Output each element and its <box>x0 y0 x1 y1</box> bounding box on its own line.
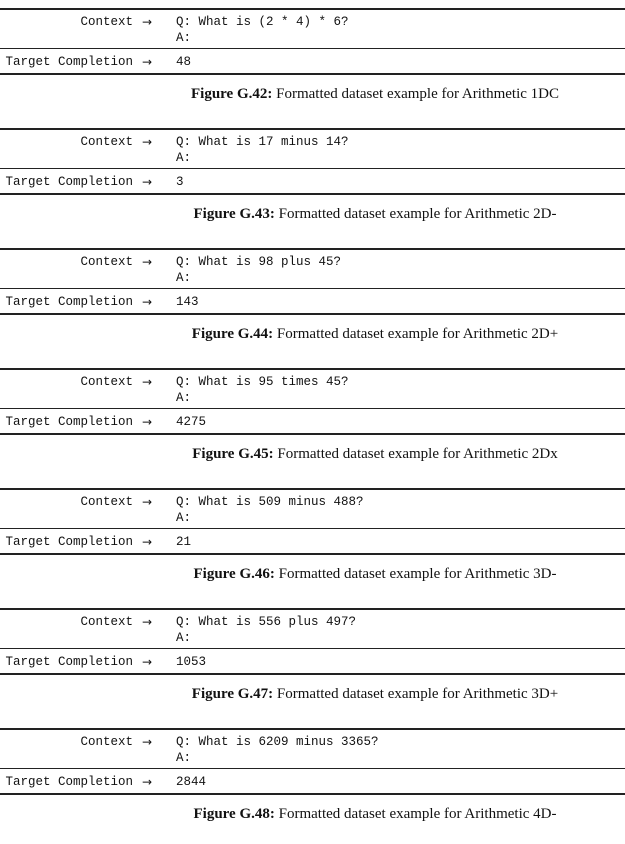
dataset-example-g43 <box>0 128 625 230</box>
target-completion-value: 2844 <box>176 775 207 789</box>
caption-text: Formatted dataset example for Arithmetic 2D- <box>278 206 557 222</box>
answer-prompt: A: <box>176 751 192 765</box>
table-bottom-rule <box>0 313 625 315</box>
figure-label: Figure G.42: <box>191 86 273 102</box>
context-label: Context <box>80 375 133 389</box>
table-mid-rule <box>0 528 625 529</box>
dataset-example-g47 <box>0 608 625 710</box>
table-mid-rule <box>0 48 625 49</box>
table-top-rule <box>0 8 625 10</box>
target-completion-label: Target Completion <box>5 415 133 429</box>
table-top-rule <box>0 488 625 490</box>
table-bottom-rule <box>0 433 625 435</box>
dataset-example-g45 <box>0 368 625 470</box>
dataset-example-g46 <box>0 488 625 590</box>
target-completion-label: Target Completion <box>5 655 133 669</box>
question-text: Q: What is 6209 minus 3365? <box>176 735 379 749</box>
table-bottom-rule <box>0 553 625 555</box>
figure-label: Figure G.44: <box>191 326 274 342</box>
right-arrow-icon: → <box>141 495 153 509</box>
figure-caption <box>0 445 625 463</box>
target-completion-label: Target Completion <box>5 775 133 789</box>
question-text: Q: What is (2 * 4) * 6? <box>176 15 349 29</box>
table-bottom-rule <box>0 793 625 795</box>
right-arrow-icon: → <box>141 175 153 189</box>
right-arrow-icon: → <box>141 135 153 149</box>
answer-prompt: A: <box>176 151 192 165</box>
context-label: Context <box>80 135 133 149</box>
table-mid-rule <box>0 168 625 169</box>
right-arrow-icon: → <box>141 655 153 669</box>
caption-text: Formatted dataset example for Arithmetic 4D- <box>278 806 557 822</box>
figure-caption <box>0 205 625 223</box>
table-top-rule <box>0 608 625 610</box>
right-arrow-icon: → <box>141 615 153 629</box>
context-label: Context <box>80 255 133 269</box>
target-completion-label: Target Completion <box>5 175 133 189</box>
right-arrow-icon: → <box>141 415 153 429</box>
figure-label: Figure G.43: <box>193 206 275 222</box>
answer-prompt: A: <box>176 271 192 285</box>
question-text: Q: What is 556 plus 497? <box>176 615 357 629</box>
table-mid-rule <box>0 648 625 649</box>
table-top-rule <box>0 728 625 730</box>
answer-prompt: A: <box>176 631 192 645</box>
question-text: Q: What is 509 minus 488? <box>176 495 364 509</box>
right-arrow-icon: → <box>141 15 153 29</box>
answer-prompt: A: <box>176 511 192 525</box>
table-bottom-rule <box>0 73 625 75</box>
context-label: Context <box>80 735 133 749</box>
question-text: Q: What is 98 plus 45? <box>176 255 342 269</box>
target-completion-value: 48 <box>176 55 192 69</box>
target-completion-value: 1053 <box>176 655 207 669</box>
figure-caption <box>0 805 625 823</box>
right-arrow-icon: → <box>141 295 153 309</box>
right-arrow-icon: → <box>141 55 153 69</box>
caption-text: Formatted dataset example for Arithmetic 2D+ <box>276 326 559 342</box>
figure-label: Figure G.45: <box>192 446 274 462</box>
table-mid-rule <box>0 408 625 409</box>
figure-label: Figure G.48: <box>193 806 275 822</box>
target-completion-label: Target Completion <box>5 535 133 549</box>
question-text: Q: What is 17 minus 14? <box>176 135 349 149</box>
table-mid-rule <box>0 288 625 289</box>
question-text: Q: What is 95 times 45? <box>176 375 349 389</box>
target-completion-value: 4275 <box>176 415 207 429</box>
caption-text: Formatted dataset example for Arithmetic 2Dx <box>277 446 558 462</box>
right-arrow-icon: → <box>141 375 153 389</box>
context-label: Context <box>80 15 133 29</box>
table-bottom-rule <box>0 673 625 675</box>
dataset-example-g44 <box>0 248 625 350</box>
target-completion-value: 3 <box>176 175 184 189</box>
table-top-rule <box>0 248 625 250</box>
target-completion-label: Target Completion <box>5 295 133 309</box>
right-arrow-icon: → <box>141 255 153 269</box>
table-bottom-rule <box>0 193 625 195</box>
caption-text: Formatted dataset example for Arithmetic 1DC <box>276 86 559 102</box>
caption-text: Formatted dataset example for Arithmetic 3D- <box>278 566 557 582</box>
answer-prompt: A: <box>176 391 192 405</box>
caption-text: Formatted dataset example for Arithmetic 3D+ <box>276 686 559 702</box>
figure-label: Figure G.47: <box>191 686 274 702</box>
figure-caption <box>0 565 625 583</box>
context-label: Context <box>80 615 133 629</box>
target-completion-label: Target Completion <box>5 55 133 69</box>
table-top-rule <box>0 128 625 130</box>
dataset-example-g48 <box>0 728 625 830</box>
figure-label: Figure G.46: <box>193 566 275 582</box>
dataset-example-g42 <box>0 8 625 110</box>
right-arrow-icon: → <box>141 775 153 789</box>
right-arrow-icon: → <box>141 735 153 749</box>
figure-caption <box>0 325 625 343</box>
context-label: Context <box>80 495 133 509</box>
figure-caption <box>0 85 625 103</box>
target-completion-value: 143 <box>176 295 199 309</box>
table-mid-rule <box>0 768 625 769</box>
target-completion-value: 21 <box>176 535 192 549</box>
answer-prompt: A: <box>176 31 192 45</box>
figure-caption <box>0 685 625 703</box>
right-arrow-icon: → <box>141 535 153 549</box>
table-top-rule <box>0 368 625 370</box>
